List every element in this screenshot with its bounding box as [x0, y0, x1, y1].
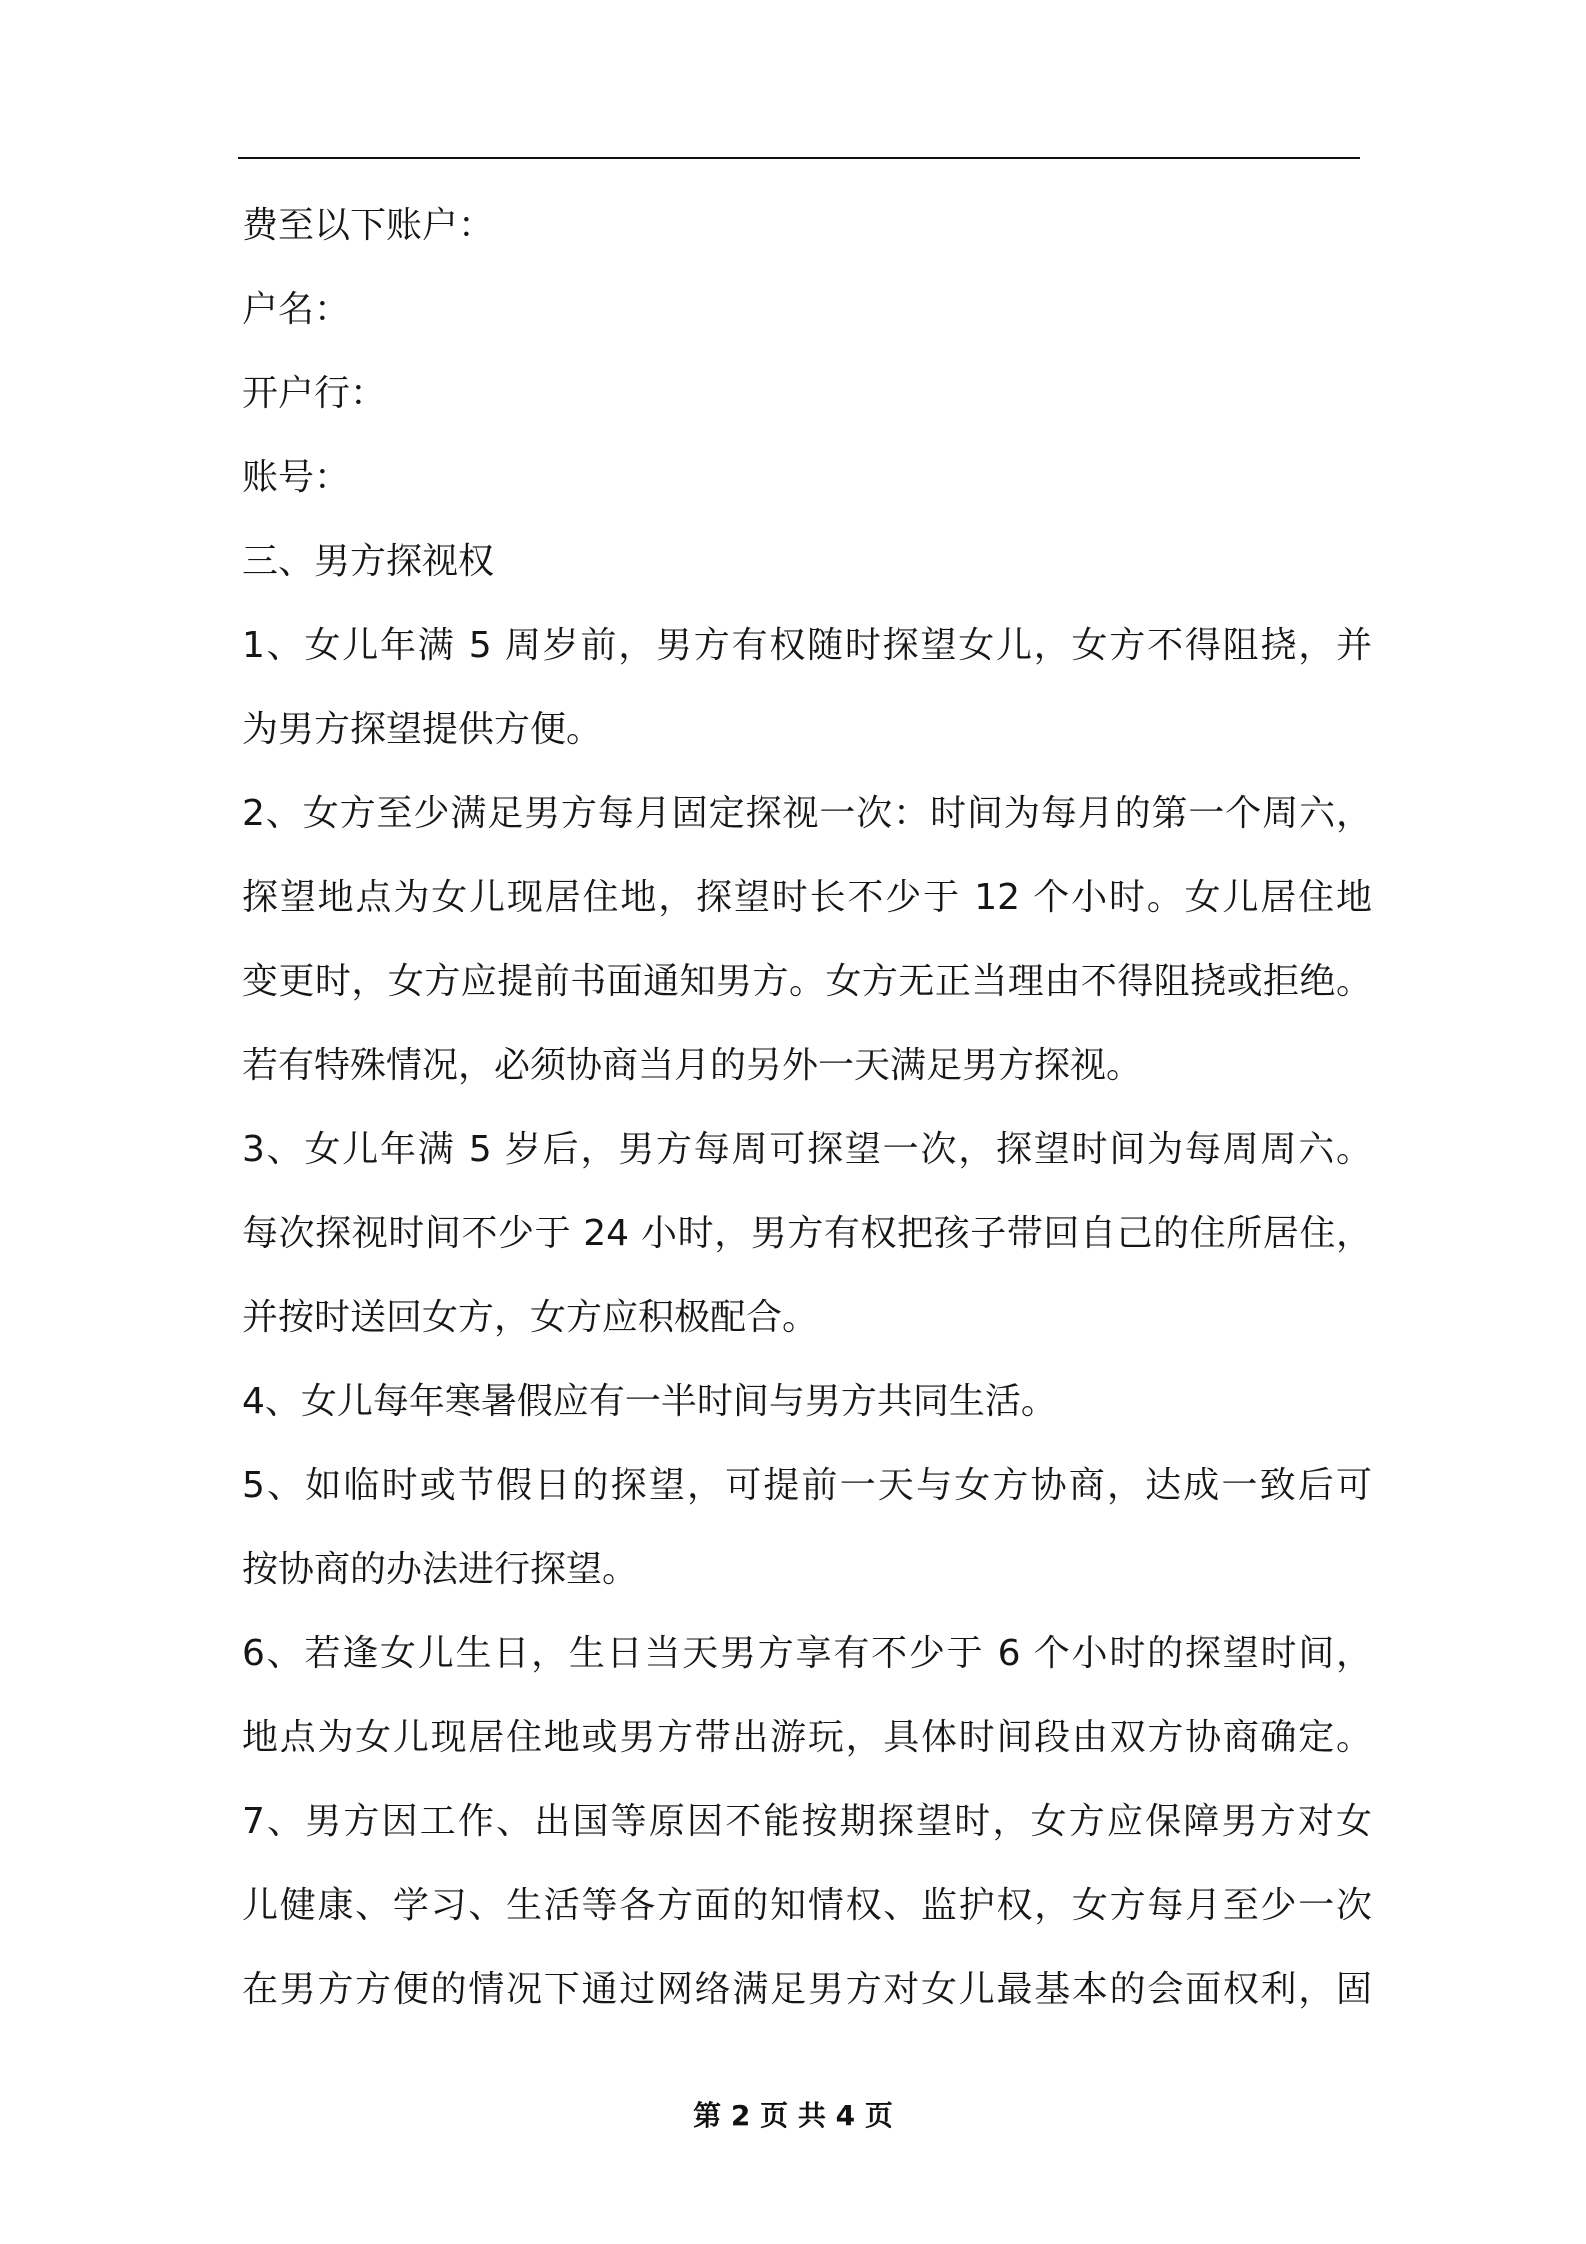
text-line: 户名：: [242, 289, 351, 330]
text-line: 1、女儿年满 5 周岁前，男方有权随时探望女儿，女方不得阻挠，并: [242, 625, 1372, 666]
text-line: 地点为女儿现居住地或男方带出游玩，具体时间段由双方协商确定。: [242, 1717, 1372, 1758]
text-line: 探望地点为女儿现居住地，探望时长不少于 12 个小时。女儿居住地: [242, 877, 1372, 918]
text-line: 按协商的办法进行探望。: [242, 1549, 639, 1590]
page-number-footer: 第 2 页 共 4 页: [693, 2099, 893, 2132]
text-line: 若有特殊情况，必须协商当月的另外一天满足男方探视。: [242, 1045, 1143, 1086]
text-line: 并按时送回女方，女方应积极配合。: [242, 1297, 819, 1338]
text-line: 在男方方便的情况下通过网络满足男方对女儿最基本的会面权利，固: [242, 1969, 1372, 2010]
text-line: 4、女儿每年寒暑假应有一半时间与男方共同生活。: [242, 1381, 1057, 1422]
text-line: 为男方探望提供方便。: [242, 709, 603, 750]
section-heading: 三、男方探视权: [242, 541, 495, 582]
text-line: 6、若逢女儿生日，生日当天男方享有不少于 6 个小时的探望时间，: [242, 1633, 1372, 1674]
header-divider: [238, 157, 1360, 159]
text-line: 5、如临时或节假日的探望，可提前一天与女方协商，达成一致后可: [242, 1465, 1372, 1506]
text-line: 7、男方因工作、出国等原因不能按期探望时，女方应保障男方对女: [242, 1801, 1372, 1842]
text-line: 3、女儿年满 5 岁后，男方每周可探望一次，探望时间为每周周六。: [242, 1129, 1372, 1170]
text-line: 2、女方至少满足男方每月固定探视一次：时间为每月的第一个周六，: [242, 793, 1372, 834]
text-line: 账号：: [242, 457, 351, 498]
text-line: 每次探视时间不少于 24 小时，男方有权把孩子带回自己的住所居住，: [242, 1213, 1372, 1254]
text-line: 儿健康、学习、生活等各方面的知情权、监护权，女方每月至少一次: [242, 1885, 1372, 1926]
text-line: 费至以下账户：: [242, 205, 495, 246]
text-line: 开户行：: [242, 373, 387, 414]
document-body: [242, 184, 1372, 2032]
text-line: 变更时，女方应提前书面通知男方。女方无正当理由不得阻挠或拒绝。: [242, 961, 1372, 1002]
